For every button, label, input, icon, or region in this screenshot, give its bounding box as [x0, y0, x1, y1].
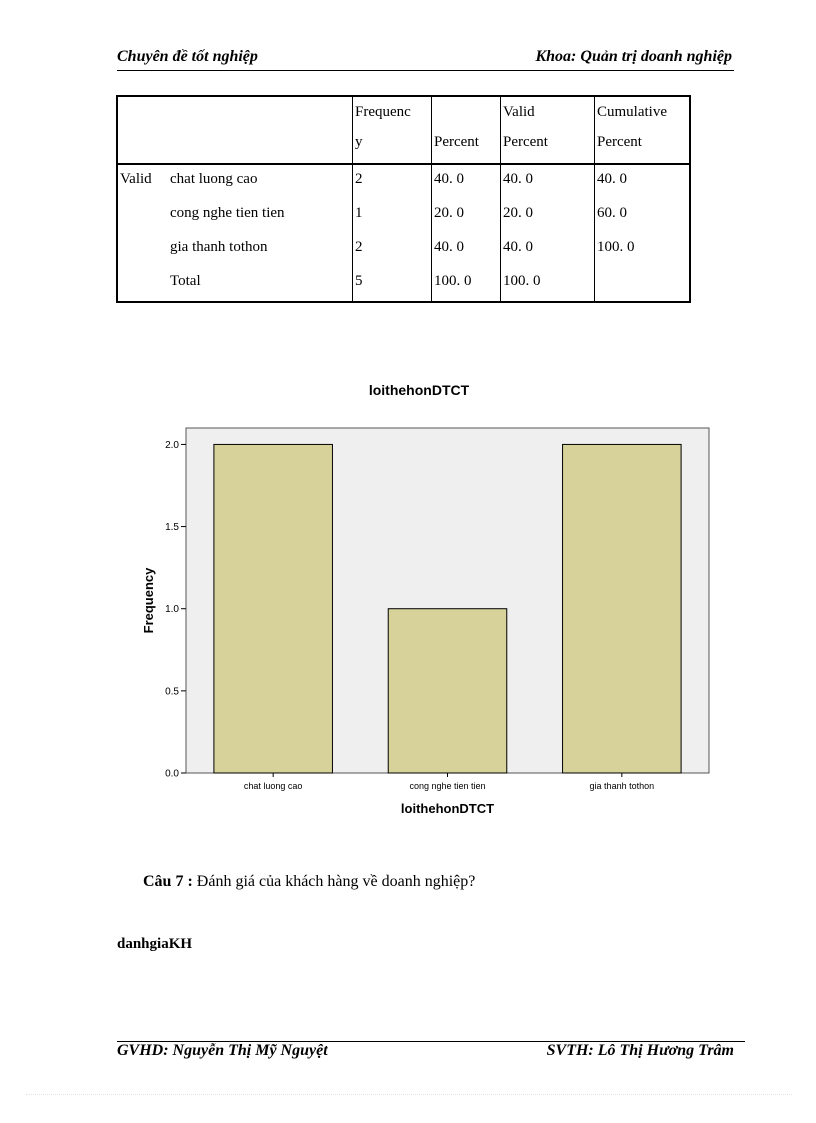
header-frequency-line1: Frequenc	[355, 104, 411, 120]
row-label: chat luong cao	[170, 171, 258, 187]
row-label: cong nghe tien tien	[170, 205, 285, 221]
question-body: Đánh giá của khách hàng về doanh nghiệp?	[192, 873, 476, 890]
page-edge-line	[26, 1094, 792, 1095]
y-tick-label: 1.5	[165, 522, 179, 534]
row-group-label: Valid	[120, 171, 152, 187]
y-axis-label: Frequency	[141, 567, 156, 634]
chart-title: loithehonDTCT	[368, 382, 470, 398]
row-frequency: 2	[353, 233, 432, 267]
header-right-title: Khoa: Quản trị doanh nghiệp	[535, 48, 732, 65]
x-axis-label: loithehonDTCT	[400, 801, 495, 816]
header-empty-cell	[117, 96, 168, 164]
row-frequency: 5	[353, 267, 432, 302]
frequency-table	[116, 95, 691, 303]
y-axis	[165, 440, 186, 780]
table-row	[117, 233, 690, 267]
bar	[388, 609, 507, 773]
header-empty-cell	[168, 96, 353, 164]
row-cumulative-percent	[595, 267, 691, 302]
y-tick-label: 1.0	[165, 604, 179, 616]
row-valid-percent: 40. 0	[501, 164, 595, 199]
header-cumulative-percent-line1: Cumulative	[597, 104, 667, 120]
y-tick-label: 0.0	[165, 768, 179, 780]
header-cumulative-percent-line2: Percent	[597, 134, 642, 150]
header-valid-percent	[501, 96, 595, 164]
frequency-bar-chart	[120, 370, 720, 825]
table-row	[117, 164, 690, 199]
row-label: gia thanh tothon	[170, 239, 268, 255]
header-valid-percent-line1: Valid	[503, 104, 535, 120]
header-left-title: Chuyên đề tốt nghiệp	[117, 48, 258, 65]
header-valid-percent-line2: Percent	[503, 134, 548, 150]
footer-left-text: GVHD: Nguyễn Thị Mỹ Nguyệt	[117, 1042, 328, 1059]
question-number: Câu 7 :	[143, 873, 193, 890]
header-divider	[117, 70, 734, 71]
x-tick-label: chat luong cao	[243, 781, 303, 791]
row-frequency: 1	[353, 199, 432, 233]
row-cumulative-percent: 40. 0	[595, 164, 691, 199]
header-cumulative-percent	[595, 96, 691, 164]
row-percent: 40. 0	[432, 164, 501, 199]
row-percent: 100. 0	[432, 267, 501, 302]
y-tick-label: 2.0	[165, 439, 179, 451]
row-percent: 20. 0	[432, 199, 501, 233]
header-frequency	[353, 96, 432, 164]
table-row	[117, 199, 690, 233]
row-frequency: 2	[353, 164, 432, 199]
row-valid-percent: 20. 0	[501, 199, 595, 233]
variable-label: danhgiaKH	[117, 936, 193, 952]
table-row	[117, 267, 690, 302]
row-cumulative-percent: 60. 0	[595, 199, 691, 233]
x-tick-label: cong nghe tien tien	[409, 781, 486, 791]
row-valid-percent: 100. 0	[501, 267, 595, 302]
header-percent-text: Percent	[434, 134, 479, 150]
bar	[563, 444, 682, 773]
x-axis	[244, 773, 654, 791]
x-tick-label: gia thanh tothon	[589, 781, 655, 791]
y-tick-label: 0.5	[165, 686, 179, 698]
footer-right-text: SVTH: Lô Thị Hương Trâm	[546, 1042, 734, 1059]
header-percent	[432, 96, 501, 164]
row-label: Total	[170, 273, 201, 289]
row-cumulative-percent: 100. 0	[595, 233, 691, 267]
row-percent: 40. 0	[432, 233, 501, 267]
header-frequency-line2: y	[355, 134, 363, 150]
row-valid-percent: 40. 0	[501, 233, 595, 267]
question-text	[143, 873, 475, 891]
bar	[214, 444, 333, 773]
table-header-row	[117, 96, 690, 164]
